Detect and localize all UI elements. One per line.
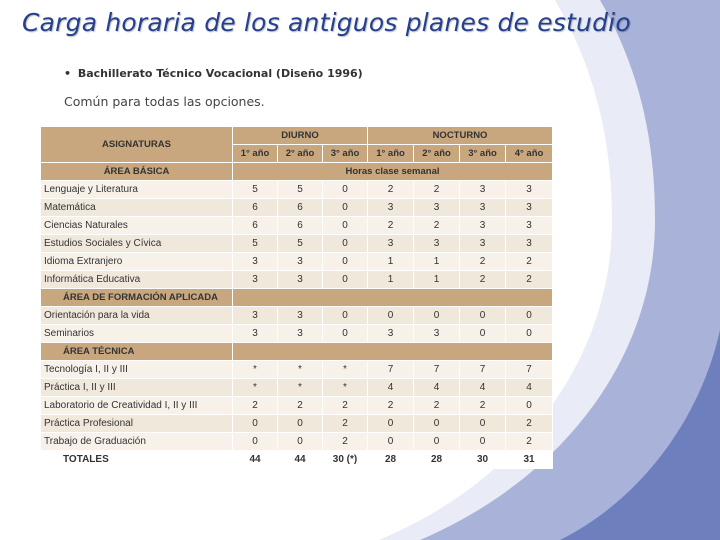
section-header-row bbox=[41, 289, 553, 307]
hours-cell: 3 bbox=[506, 217, 553, 235]
subject-name: Matemática bbox=[41, 199, 233, 217]
header-subjects: ASIGNATURAS bbox=[41, 127, 233, 163]
hours-cell: 2 bbox=[506, 433, 553, 451]
hours-cell: 2 bbox=[506, 271, 553, 289]
hours-cell: 4 bbox=[506, 379, 553, 397]
header-year: 1° año bbox=[368, 145, 414, 163]
header-year: 3° año bbox=[323, 145, 368, 163]
total-cell: 28 bbox=[414, 451, 460, 469]
section-note: Horas clase semanal bbox=[233, 163, 553, 181]
hours-cell: 0 bbox=[323, 235, 368, 253]
hours-cell: 0 bbox=[368, 307, 414, 325]
total-cell: 44 bbox=[278, 451, 323, 469]
subject-name: Práctica I, II y III bbox=[41, 379, 233, 397]
hours-cell: * bbox=[323, 361, 368, 379]
subtitle: Común para todas las opciones. bbox=[64, 94, 265, 109]
hours-cell: 0 bbox=[460, 415, 506, 433]
hours-cell: 3 bbox=[368, 199, 414, 217]
hours-cell: 0 bbox=[278, 433, 323, 451]
hours-cell: 0 bbox=[323, 217, 368, 235]
hours-cell: 3 bbox=[233, 325, 278, 343]
hours-cell: 7 bbox=[506, 361, 553, 379]
total-cell: 31 bbox=[506, 451, 553, 469]
hours-cell: 0 bbox=[506, 307, 553, 325]
hours-cell: 1 bbox=[414, 253, 460, 271]
hours-cell: 2 bbox=[506, 415, 553, 433]
total-cell: 30 (*) bbox=[323, 451, 368, 469]
hours-cell: 0 bbox=[368, 433, 414, 451]
hours-cell: * bbox=[278, 361, 323, 379]
hours-cell: 3 bbox=[460, 217, 506, 235]
hours-cell: 0 bbox=[233, 415, 278, 433]
header-year: 2° año bbox=[278, 145, 323, 163]
hours-cell: 7 bbox=[368, 361, 414, 379]
header-year: 3° año bbox=[460, 145, 506, 163]
hours-cell: * bbox=[323, 379, 368, 397]
hours-cell: 0 bbox=[506, 325, 553, 343]
hours-cell: 2 bbox=[460, 253, 506, 271]
hours-cell: * bbox=[233, 379, 278, 397]
bullet-icon: • bbox=[64, 67, 72, 80]
total-cell: 30 bbox=[460, 451, 506, 469]
section-blank bbox=[233, 289, 553, 307]
header-nocturno: NOCTURNO bbox=[368, 127, 553, 145]
hours-cell: 6 bbox=[278, 217, 323, 235]
hours-cell: 3 bbox=[278, 307, 323, 325]
header-diurno: DIURNO bbox=[233, 127, 368, 145]
hours-cell: 0 bbox=[233, 433, 278, 451]
hours-cell: 0 bbox=[323, 181, 368, 199]
hours-cell: 2 bbox=[414, 181, 460, 199]
table-row bbox=[41, 307, 553, 325]
section-header-row bbox=[41, 163, 553, 181]
hours-cell: 0 bbox=[506, 397, 553, 415]
hours-cell: * bbox=[233, 361, 278, 379]
hours-cell: 1 bbox=[414, 271, 460, 289]
hours-cell: * bbox=[278, 379, 323, 397]
hours-cell: 3 bbox=[414, 199, 460, 217]
hours-cell: 3 bbox=[506, 181, 553, 199]
hours-cell: 5 bbox=[278, 181, 323, 199]
table-row bbox=[41, 361, 553, 379]
subject-name: Ciencias Naturales bbox=[41, 217, 233, 235]
hours-cell: 0 bbox=[323, 253, 368, 271]
hours-cell: 0 bbox=[460, 433, 506, 451]
hours-cell: 2 bbox=[368, 217, 414, 235]
hours-cell: 6 bbox=[278, 199, 323, 217]
hours-cell: 3 bbox=[460, 199, 506, 217]
hours-cell: 0 bbox=[323, 325, 368, 343]
hours-cell: 3 bbox=[460, 181, 506, 199]
hours-cell: 0 bbox=[278, 415, 323, 433]
hours-cell: 0 bbox=[414, 415, 460, 433]
table-row bbox=[41, 379, 553, 397]
hours-cell: 4 bbox=[460, 379, 506, 397]
table-row bbox=[41, 181, 553, 199]
hours-cell: 2 bbox=[414, 397, 460, 415]
bullet-item bbox=[64, 67, 363, 80]
hours-cell: 3 bbox=[368, 325, 414, 343]
subject-name: Idioma Extranjero bbox=[41, 253, 233, 271]
hours-cell: 0 bbox=[414, 307, 460, 325]
table-row bbox=[41, 217, 553, 235]
table-row bbox=[41, 433, 553, 451]
header-year: 1° año bbox=[233, 145, 278, 163]
subject-name: Laboratorio de Creatividad I, II y III bbox=[41, 397, 233, 415]
table-row bbox=[41, 253, 553, 271]
hours-cell: 2 bbox=[323, 415, 368, 433]
hours-cell: 2 bbox=[233, 397, 278, 415]
hours-cell: 2 bbox=[278, 397, 323, 415]
section-title: ÁREA TÉCNICA bbox=[41, 343, 233, 361]
hours-table bbox=[40, 126, 553, 469]
hours-cell: 2 bbox=[460, 397, 506, 415]
hours-cell: 0 bbox=[323, 307, 368, 325]
hours-cell: 0 bbox=[368, 415, 414, 433]
hours-cell: 5 bbox=[233, 181, 278, 199]
hours-cell: 3 bbox=[233, 253, 278, 271]
subject-name: Lenguaje y Literatura bbox=[41, 181, 233, 199]
section-title: ÁREA BÁSICA bbox=[41, 163, 233, 181]
hours-cell: 3 bbox=[506, 235, 553, 253]
hours-cell: 0 bbox=[460, 307, 506, 325]
bullet-text: Bachillerato Técnico Vocacional (Diseño 1996) bbox=[77, 67, 363, 80]
subject-name: Estudios Sociales y Cívica bbox=[41, 235, 233, 253]
hours-cell: 3 bbox=[368, 235, 414, 253]
section-title: ÁREA DE FORMACIÓN APLICADA bbox=[41, 289, 233, 307]
table-row bbox=[41, 397, 553, 415]
section-blank bbox=[233, 343, 553, 361]
table-row bbox=[41, 325, 553, 343]
table-row bbox=[41, 199, 553, 217]
subject-name: Tecnología I, II y III bbox=[41, 361, 233, 379]
subject-name: Seminarios bbox=[41, 325, 233, 343]
hours-cell: 0 bbox=[414, 433, 460, 451]
total-cell: 44 bbox=[233, 451, 278, 469]
hours-cell: 3 bbox=[278, 271, 323, 289]
hours-cell: 3 bbox=[460, 235, 506, 253]
hours-cell: 0 bbox=[323, 271, 368, 289]
hours-cell: 3 bbox=[233, 271, 278, 289]
hours-cell: 6 bbox=[233, 199, 278, 217]
hours-cell: 4 bbox=[414, 379, 460, 397]
subject-name: Práctica Profesional bbox=[41, 415, 233, 433]
subject-name: Trabajo de Graduación bbox=[41, 433, 233, 451]
hours-table-wrapper bbox=[40, 126, 552, 469]
hours-cell: 6 bbox=[233, 217, 278, 235]
hours-cell: 2 bbox=[460, 271, 506, 289]
header-year: 4° año bbox=[506, 145, 553, 163]
hours-cell: 5 bbox=[278, 235, 323, 253]
hours-cell: 0 bbox=[460, 325, 506, 343]
hours-cell: 1 bbox=[368, 271, 414, 289]
hours-cell: 0 bbox=[323, 199, 368, 217]
table-row bbox=[41, 271, 553, 289]
hours-cell: 5 bbox=[233, 235, 278, 253]
hours-cell: 2 bbox=[323, 433, 368, 451]
hours-cell: 7 bbox=[414, 361, 460, 379]
hours-cell: 3 bbox=[414, 325, 460, 343]
subject-name: Informática Educativa bbox=[41, 271, 233, 289]
hours-cell: 3 bbox=[506, 199, 553, 217]
header-row-shifts bbox=[41, 127, 553, 145]
hours-cell: 2 bbox=[323, 397, 368, 415]
hours-cell: 2 bbox=[368, 397, 414, 415]
table-row bbox=[41, 235, 553, 253]
totals-row bbox=[41, 451, 553, 469]
hours-cell: 1 bbox=[368, 253, 414, 271]
hours-cell: 3 bbox=[278, 253, 323, 271]
slide-title: Carga horaria de los antiguos planes de estudio bbox=[22, 8, 631, 37]
hours-cell: 3 bbox=[278, 325, 323, 343]
hours-cell: 7 bbox=[460, 361, 506, 379]
hours-cell: 2 bbox=[506, 253, 553, 271]
hours-cell: 4 bbox=[368, 379, 414, 397]
hours-cell: 3 bbox=[414, 235, 460, 253]
subject-name: Orientación para la vida bbox=[41, 307, 233, 325]
table-body bbox=[41, 163, 553, 469]
totals-label: TOTALES bbox=[41, 451, 233, 469]
hours-cell: 3 bbox=[233, 307, 278, 325]
table-row bbox=[41, 415, 553, 433]
hours-cell: 2 bbox=[368, 181, 414, 199]
total-cell: 28 bbox=[368, 451, 414, 469]
hours-cell: 2 bbox=[414, 217, 460, 235]
section-header-row bbox=[41, 343, 553, 361]
header-year: 2° año bbox=[414, 145, 460, 163]
